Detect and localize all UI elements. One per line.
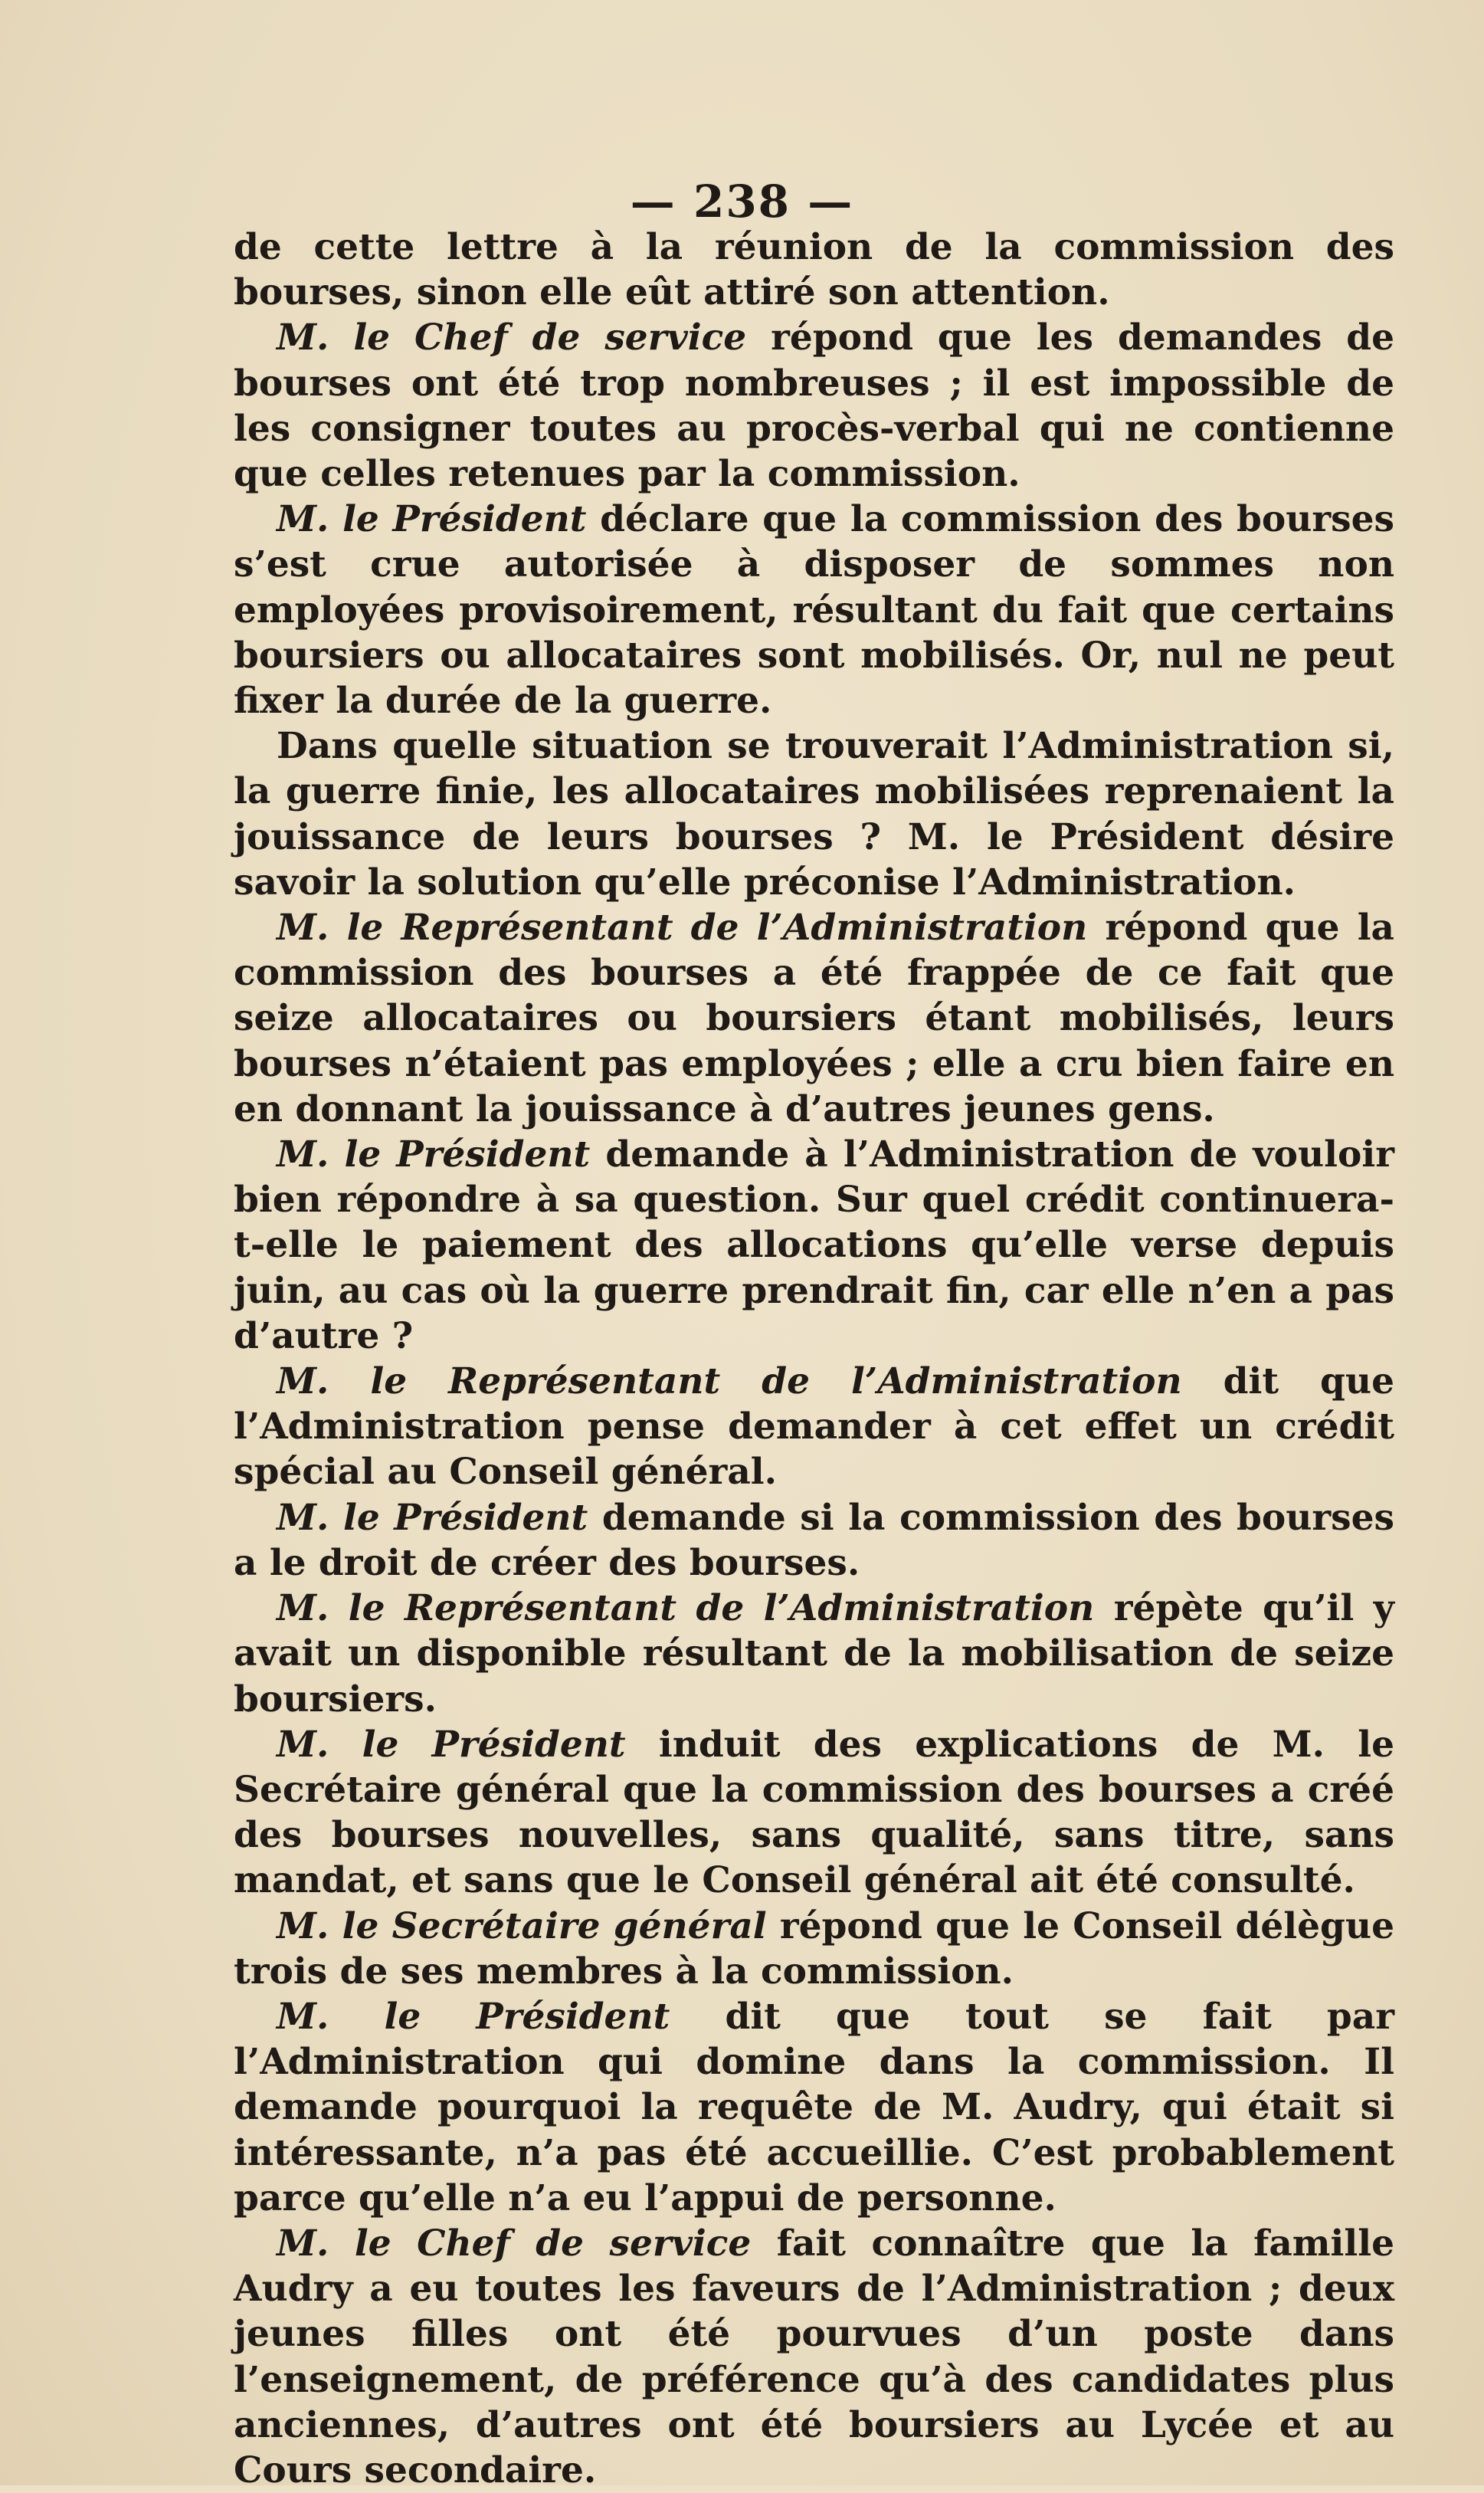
page-number: — 238 —	[630, 175, 854, 228]
speaker-name: M. le Président	[277, 498, 587, 541]
speaker-name: M. le Représentant de l’Administration	[277, 907, 1088, 950]
speaker-name: M. le Chef de service	[277, 317, 747, 359]
paragraph-13	[234, 2221, 1394, 2493]
speaker-name: M. le Représentant de l’Administration	[277, 1587, 1095, 1630]
paragraph-4-text: Dans quelle situation se trouverait l’Administration si, la guerre finie, les allocataires mobilisées reprenaient la jouissance de leurs bourses ? M. le Président désire savoir la solution qu’elle préconise l’Administration.	[234, 725, 1394, 904]
paragraph-5-text: répond que la commission des bourses a été frappée de ce fait que seize allocataires ou boursiers étant mobilisés, leurs bourses n’étaient pas employées ; elle a cru bien faire en en donnant la jouissance à d’autres jeunes gens.	[234, 907, 1394, 1130]
paragraph-4	[234, 723, 1394, 905]
body-text	[234, 225, 1394, 2493]
paragraph-8	[234, 1495, 1394, 1586]
speaker-name: M. le Chef de service	[277, 2222, 752, 2265]
paragraph-3-text: déclare que la commission des bourses s’est crue autorisée à disposer de sommes non employées provisoirement, résultant du fait que certains boursiers ou allocataires sont mobilisés. Or, nul ne peut fixer la durée de la guerre.	[234, 498, 1394, 723]
paragraph-3	[234, 497, 1394, 723]
paragraph-9-text: répète qu’il y avait un disponible résultant de la mobilisation de seize boursiers.	[234, 1587, 1394, 1720]
paragraph-2	[234, 315, 1394, 497]
paragraph-1	[234, 225, 1394, 315]
speaker-name: M. le Président	[277, 1133, 591, 1176]
speaker-name: M. le Président	[277, 1995, 670, 2038]
paragraph-11	[234, 1904, 1394, 1994]
speaker-name: M. le Président	[277, 1496, 588, 1539]
paragraph-13-text: fait connaître que la famille Audry a eu toutes les faveurs de l’Administration ; deux jeunes filles ont été pourvues d’un poste dans l’enseignement, de préférence qu’à des candidates plus anciennes, d’autres ont été boursiers au Lycée et au Cours secondaire.	[234, 2222, 1394, 2491]
paragraph-11-text: répond que le Conseil délègue trois de ses membres à la commission.	[234, 1904, 1394, 1993]
speaker-name: M. le Président	[277, 1723, 626, 1766]
speaker-name: M. le Représentant de l’Administration	[277, 1360, 1182, 1403]
paragraph-9	[234, 1586, 1394, 1722]
paragraph-5	[234, 905, 1394, 1132]
paragraph-10-text: induit des explications de M. le Secrétaire général que la commission des bourses a créé des bourses nouvelles, sans qualité, sans titre, sans mandat, et sans que le Conseil général ait été consulté.	[234, 1723, 1394, 1902]
paragraph-7-text: dit que l’Administration pense demander à cet effet un crédit spécial au Conseil général.	[234, 1360, 1394, 1494]
paragraph-6-text: demande à l’Administration de vouloir bien répondre à sa question. Sur quel crédit continuera-t-elle le paiement des allocations qu’elle verse depuis juin, au cas où la guerre prendrait fin, car elle n’en a pas d’autre ?	[234, 1133, 1395, 1357]
paragraph-12	[234, 1994, 1394, 2221]
paragraph-12-text: dit que tout se fait par l’Administration qui domine dans la commission. Il demande pourquoi la requête de M. Audry, qui était si intéressante, n’a pas été accueillie. C’est probablement parce qu’elle n’a eu l’appui de personne.	[234, 1995, 1394, 2219]
paragraph-2-text: répond que les demandes de bourses ont été trop nombreuses ; il est impossible de les consigner toutes au procès-verbal qui ne contienne que celles retenues par la commission.	[234, 317, 1394, 496]
paragraph-1-text: de cette lettre à la réunion de la commission des bourses, sinon elle eût attiré son attention.	[234, 226, 1394, 314]
paragraph-8-text: demande si la commission des bourses a le droit de créer des bourses.	[234, 1496, 1394, 1584]
paragraph-10	[234, 1722, 1394, 1904]
paragraph-7	[234, 1359, 1394, 1495]
speaker-name: M. le Secrétaire général	[277, 1904, 767, 1947]
paragraph-6	[234, 1132, 1394, 1359]
